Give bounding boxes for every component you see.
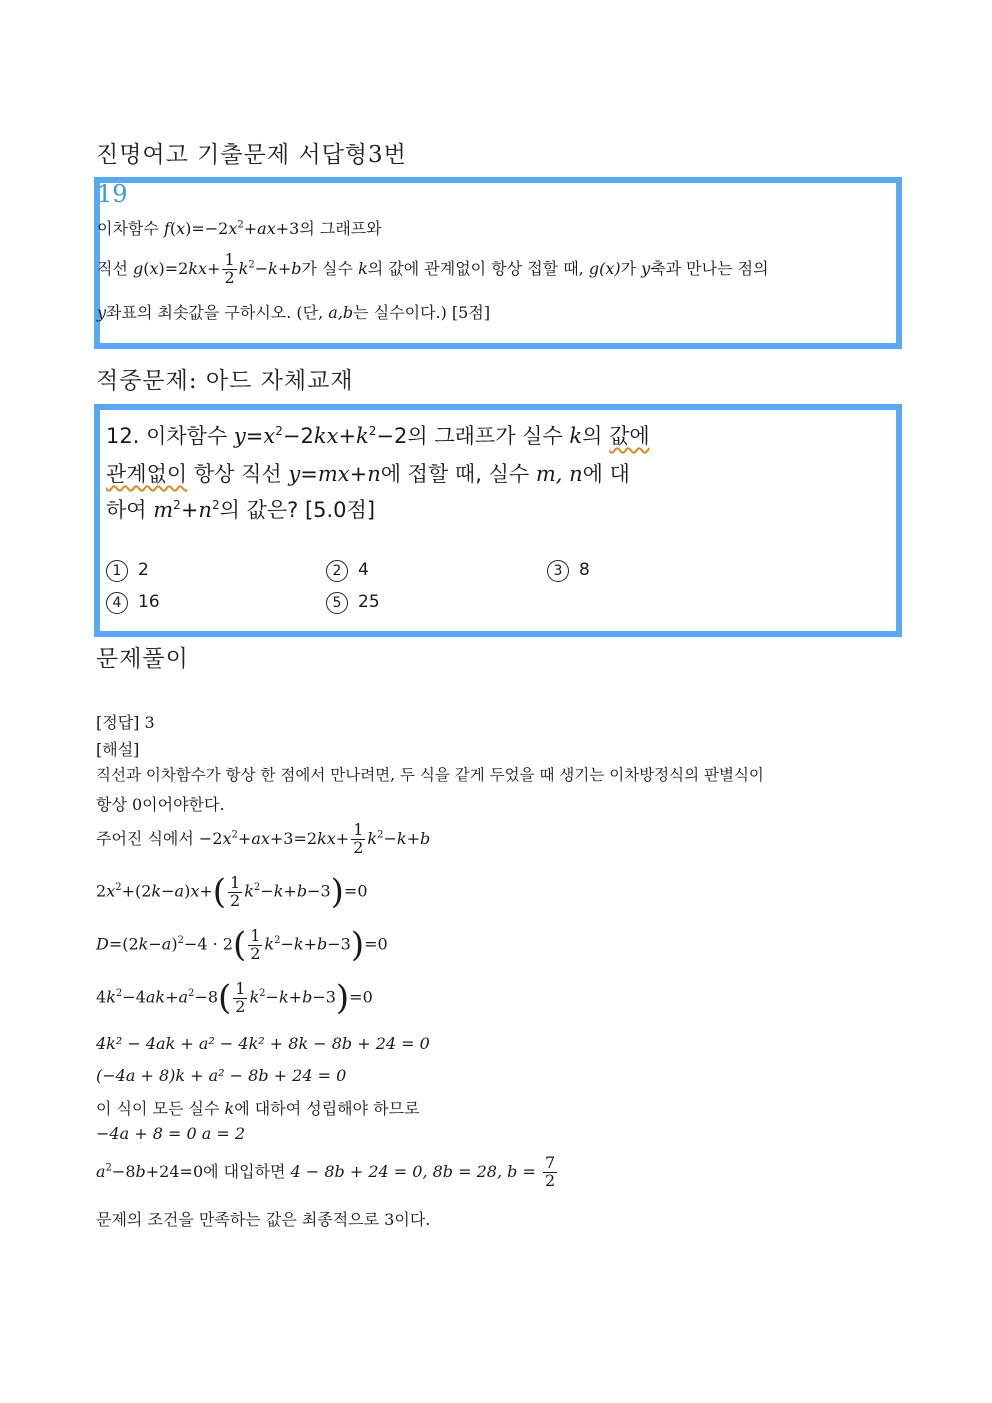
problem-19-line1: 이차함수 $f(x)=-2x^2+ax+3$의 그래프와: [97, 219, 382, 238]
choice-3[interactable]: 3 8: [547, 560, 590, 582]
problem-19-line3: y좌표의 최솟값을 구하시오. (단, a,b는 실수이다.) [5점]: [97, 303, 491, 322]
section-title-exam: 진명여고 기출문제 서답형3번: [96, 142, 407, 168]
problem-12-line1: 12. 이차함수 $y=x^2-2kx+k^2-2$의 그래프가 실수 k의 값에: [106, 424, 650, 448]
problem-19-line2: 직선 g(x)=2kx+ $\frac{1}{2}$ $k^2-k+b$가 실수 k의 값에 관계없이 항상 접할 때, g(x)가 y축과 만나는 점의: [97, 250, 769, 287]
equation-step4: 4k² − 4ak + a² − 4k² + 8k − 8b + 24 = 0: [96, 1034, 430, 1053]
equation-step5: (−4a + 8)k + a² − 8b + 24 = 0: [96, 1066, 347, 1085]
choice-5[interactable]: 5 25: [326, 592, 380, 614]
choice-4[interactable]: 4 16: [106, 592, 160, 614]
explanation-para1: 직선과 이차함수가 항상 한 점에서 만나려면, 두 식을 같게 두었을 때 생기는 이차방정식의 판별식이: [96, 766, 764, 784]
circle-5-icon: 5: [326, 592, 348, 614]
choice-2[interactable]: 2 4: [326, 560, 369, 582]
final-conclusion: 문제의 조건을 만족하는 값은 최종적으로 3이다.: [96, 1210, 431, 1229]
circle-3-icon: 3: [547, 560, 569, 582]
equation-step2: $D=(2k-a)^2-4 \cdot 2$( $\frac{1}{2}$ $k^2-k+b-3)=0$: [96, 925, 388, 965]
problem-12-line3: 하여 $m^2+n^2$의 값은? [5.0점]: [106, 498, 376, 522]
section-title-textbook: 적중문제: 아드 자체교재: [96, 368, 354, 394]
section-title-solution: 문제풀이: [96, 646, 189, 672]
circle-2-icon: 2: [326, 560, 348, 582]
condition-note: 이 식이 모든 실수 k에 대하여 성립해야 하므로: [96, 1099, 420, 1118]
problem-number: 19: [97, 180, 128, 208]
equation-step6: −4a + 8 = 0 a = 2: [96, 1124, 246, 1143]
circle-1-icon: 1: [106, 560, 128, 582]
problem-12-line2: 관계없이 항상 직선 y=mx+n에 접할 때, 실수 m, n에 대: [106, 462, 630, 486]
explanation-para2: 항상 0이어야한다.: [96, 795, 225, 814]
choice-1[interactable]: 1 2: [106, 560, 149, 582]
answer-label: [정답] 3: [96, 713, 155, 732]
explanation-label: [해설]: [96, 740, 140, 759]
equation-step3: $4k^2-4ak+a^2-8$( $\frac{1}{2}$ $k^2-k+b-3)=0$: [96, 978, 373, 1018]
substitution-line: $a^2-8b+24=0$에 대입하면 4 − 8b + 24 = 0, 8b = 28, b = $\frac{7}{2}$: [96, 1153, 556, 1190]
given-equation: 주어진 식에서 $-2x^2+ax+3=2kx+$ $\frac{1}{2}$ $k^2-k+b$: [96, 820, 431, 857]
equation-step1: $2x^2+(2k-a)x+$( $\frac{1}{2}$ $k^2-k+b-3)=0$: [96, 872, 368, 912]
circle-4-icon: 4: [106, 592, 128, 614]
